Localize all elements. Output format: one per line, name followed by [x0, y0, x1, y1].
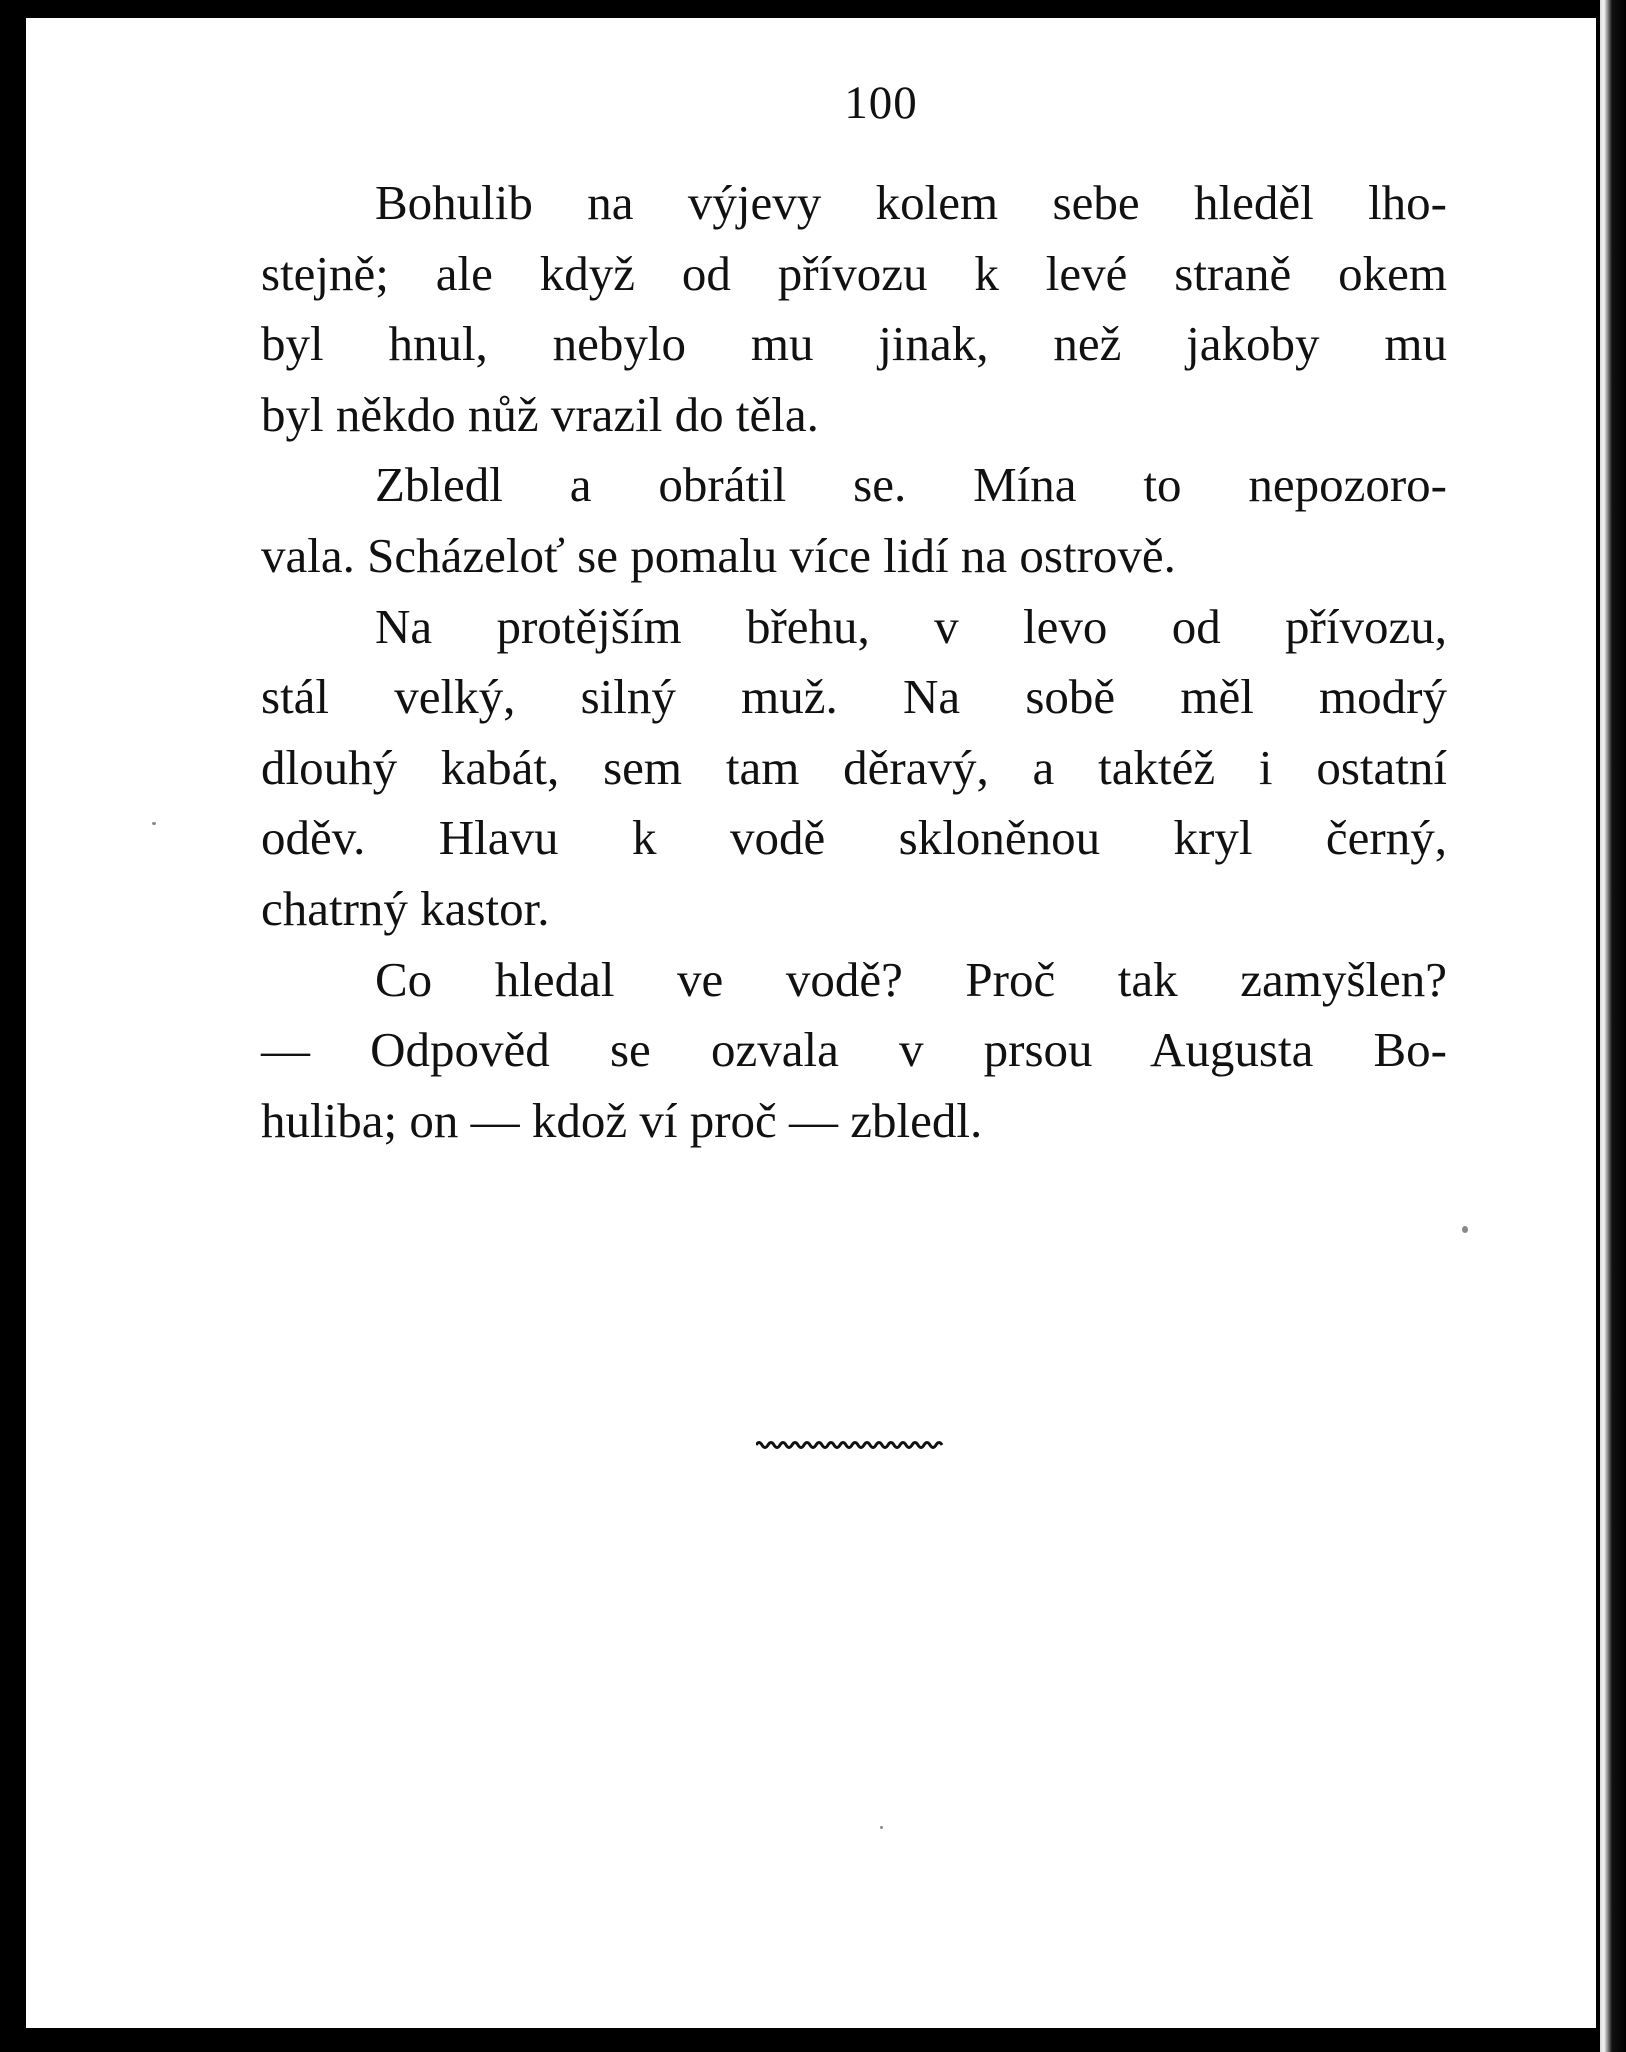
text-line: byl hnul, nebylo mu jinak, než jakoby mu [261, 316, 1447, 372]
text-line: byl někdo nůž vrazil do těla. [261, 386, 819, 442]
wavy-rule-ornament [756, 1439, 944, 1451]
page-number: 100 [844, 77, 918, 129]
scan-speck [880, 1826, 883, 1829]
page-edge-shadow [1600, 0, 1626, 2052]
text-line: Na protějším břehu, v levo od přívozu, [375, 598, 1447, 654]
wavy-rule-line [756, 1443, 942, 1448]
scan-speck [1462, 1226, 1468, 1233]
text-line: Zbledl a obrátil se. Mína to nepozoro- [375, 457, 1447, 513]
text-line: oděv. Hlavu k vodě skloněnou kryl černý, [261, 810, 1447, 866]
text-line: vala. Scházeloť se pomalu více lidí na ostrově. [261, 527, 1176, 583]
scan-speck [152, 822, 156, 825]
text-line: stejně; ale když od přívozu k levé straně okem [261, 245, 1447, 301]
text-line: dlouhý kabát, sem tam děravý, a taktéž i ostatní [261, 739, 1447, 795]
text-line: huliba; on — kdož ví proč — zbledl. [261, 1092, 983, 1148]
body-text [261, 168, 1447, 1156]
text-line: — Odpověd se ozvala v prsou Augusta Bo- [261, 1022, 1447, 1078]
text-line: chatrný kastor. [261, 880, 550, 936]
text-line: stál velký, silný muž. Na sobě měl modrý [261, 669, 1447, 725]
text-line: Bohulib na výjevy kolem sebe hleděl lho- [375, 175, 1447, 230]
text-line: Co hledal ve vodě? Proč tak zamyšlen? [375, 951, 1447, 1007]
